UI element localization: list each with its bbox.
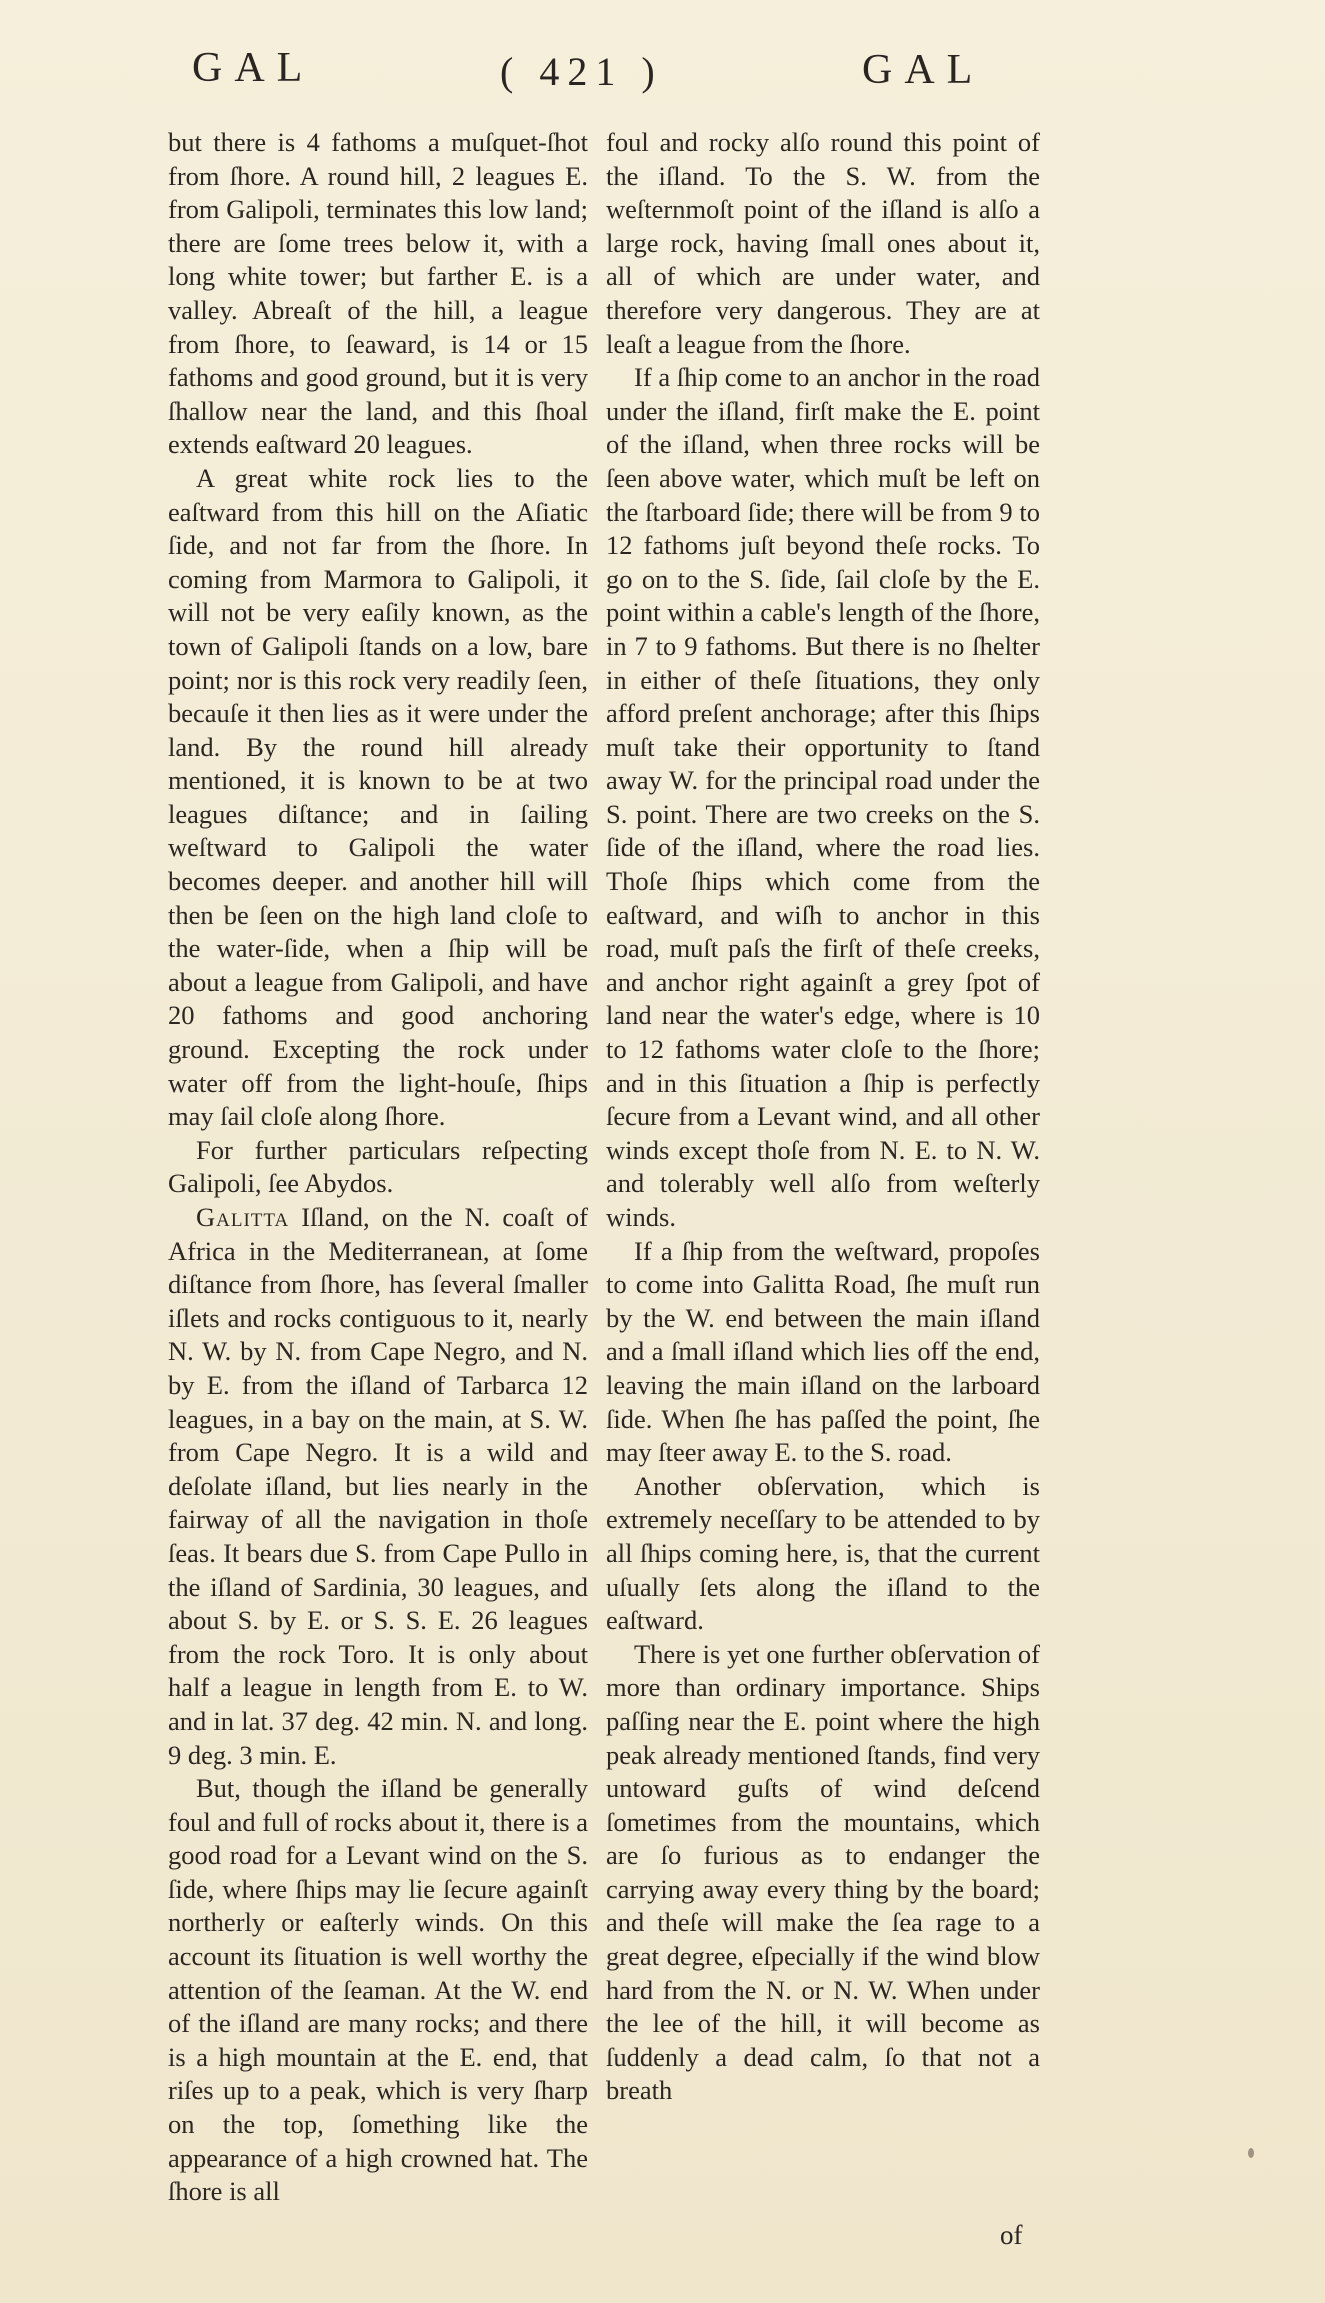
running-head-right: GAL [862,47,985,93]
page-number: ( 421 ) [500,49,663,94]
paragraph-entry-galitta [168,1201,588,1772]
left-column [168,126,588,2209]
paragraph: If a ſhip from the weſtward, propoſes to come into Galitta Road, ſhe muſt run by the W. end between the main iſland and a ſmall iſland which lies off the end, leaving the main iſland on the larboard ſide. When ſhe has paſſed the point, ſhe may ſteer away E. to the S. road. [606,1235,1040,1468]
entry-headword: Galitta [196,1202,290,1232]
running-head-left: GAL [192,45,315,91]
paragraph: A great white rock lies to the eaſtward from this hill on the Aſiatic ſide, and not far from the ſhore. In coming from Marmora to Galipoli, it will not be very eaſily known, as the town of Galipoli ſtands on a low, bare point; nor is this rock very readily ſeen, becauſe it then lies as it were under the land. By the round hill already mentioned, it is known to be at two leagues diſtance; and in ſailing weſtward to Galipoli the water becomes deeper. and another hill will then be ſeen on the high land cloſe to the water-ſide, when a ſhip will be about a league from Galipoli, and have 20 fathoms and good anchoring ground. Excepting the rock under water off from the light-houſe, ſhips may ſail cloſe along ſhore. [168,462,588,1132]
catchword: of [1000,2220,1023,2250]
paragraph: For further particulars reſpecting Galipoli, ſee Abydos. [168,1134,588,1199]
paragraph: but there is 4 fathoms a muſquet-ſhot from ſhore. A round hill, 2 leagues E. from Galipoli, terminates this low land; there are ſome trees below it, with a long white tower; but farther E. is a valley. Abreaſt of the hill, a league from ſhore, to ſeaward, is 14 or 15 fathoms and good ground, but it is very ſhallow near the land, and this ſhoal extends eaſtward 20 leagues. [168,127,588,460]
paragraph: Another obſervation, which is extremely neceſſary to be attended to by all ſhips coming here, is, that the current uſually ſets along the iſland to the eaſtward. [606,1470,1040,1636]
ink-speck [1248,2148,1254,2158]
entry-text: Iſland, on the N. coaſt of Africa in the Mediterranean, at ſome diſtance from ſhore, has ſeveral ſmaller iſlets and rocks contiguous to it, nearly N. W. by N. from Cape Negro, and N. by E. from the iſland of Tarbarca 12 leagues, in a bay on the main, at S. W. from Cape Negro. It is a wild and deſolate iſland, but lies nearly in the fairway of all the navigation in thoſe ſeas. It bears due S. from Cape Pullo in the iſland of Sardinia, 30 leagues, and about S. by E. or S. S. E. 26 leagues from the rock Toro. It is only about half a league in length from E. to W. and in lat. 37 deg. 42 min. N. and long. 9 deg. 3 min. E. [168,1202,588,1770]
paragraph: foul and rocky alſo round this point of the iſland. To the S. W. from the weſternmoſt point of the iſland is alſo a large rock, having ſmall ones about it, all of which are under water, and therefore very dangerous. They are at leaſt a league from the ſhore. [606,127,1040,359]
paragraph: But, though the iſland be generally foul and full of rocks about it, there is a good road for a Levant wind on the S. ſide, where ſhips may lie ſecure againſt northerly or eaſterly winds. On this account its ſituation is well worthy the attention of the ſeaman. At the W. end of the iſland are many rocks; and there is a high mountain at the E. end, that riſes up to a peak, which is very ſharp on the top, ſomething like the appearance of a high crowned hat. The ſhore is all [168,1773,588,2207]
running-head [0,44,1325,104]
right-column [606,126,1040,2108]
paragraph: If a ſhip come to an anchor in the road under the iſland, firſt make the E. point of the iſland, when three rocks will be ſeen above water, which muſt be left on the ſtarboard ſide; there will be from 9 to 12 fathoms juſt beyond theſe rocks. To go on to the S. ſide, ſail cloſe by the E. point within a cable's length of the ſhore, in 7 to 9 fathoms. But there is no ſhelter in either of theſe ſituations, they only afford preſent anchorage; after this ſhips muſt take their opportunity to ſtand away W. for the principal road under the S. point. There are two creeks on the S. ſide of the iſland, where the road lies. Thoſe ſhips which come from the eaſtward, and wiſh to anchor in this road, muſt paſs the firſt of theſe creeks, and anchor right againſt a grey ſpot of land near the water's edge, where is 10 to 12 fathoms water cloſe to the ſhore; and in this ſituation a ſhip is perfectly ſecure from a Levant wind, and all other winds except thoſe from N. E. to N. W. and tolerably well alſo from weſterly winds. [606,362,1040,1232]
paragraph: There is yet one further obſervation of more than ordinary importance. Ships paſſing near the E. point where the high peak already mentioned ſtands, find very untoward guſts of wind deſcend ſometimes from the mountains, which are ſo furious as to endanger the carrying away every thing by the board; and theſe will make the ſea rage to a great degree, eſpecially if the wind blow hard from the N. or N. W. When under the lee of the hill, it will become as ſuddenly a dead calm, ſo that not a breath [606,1638,1040,2106]
